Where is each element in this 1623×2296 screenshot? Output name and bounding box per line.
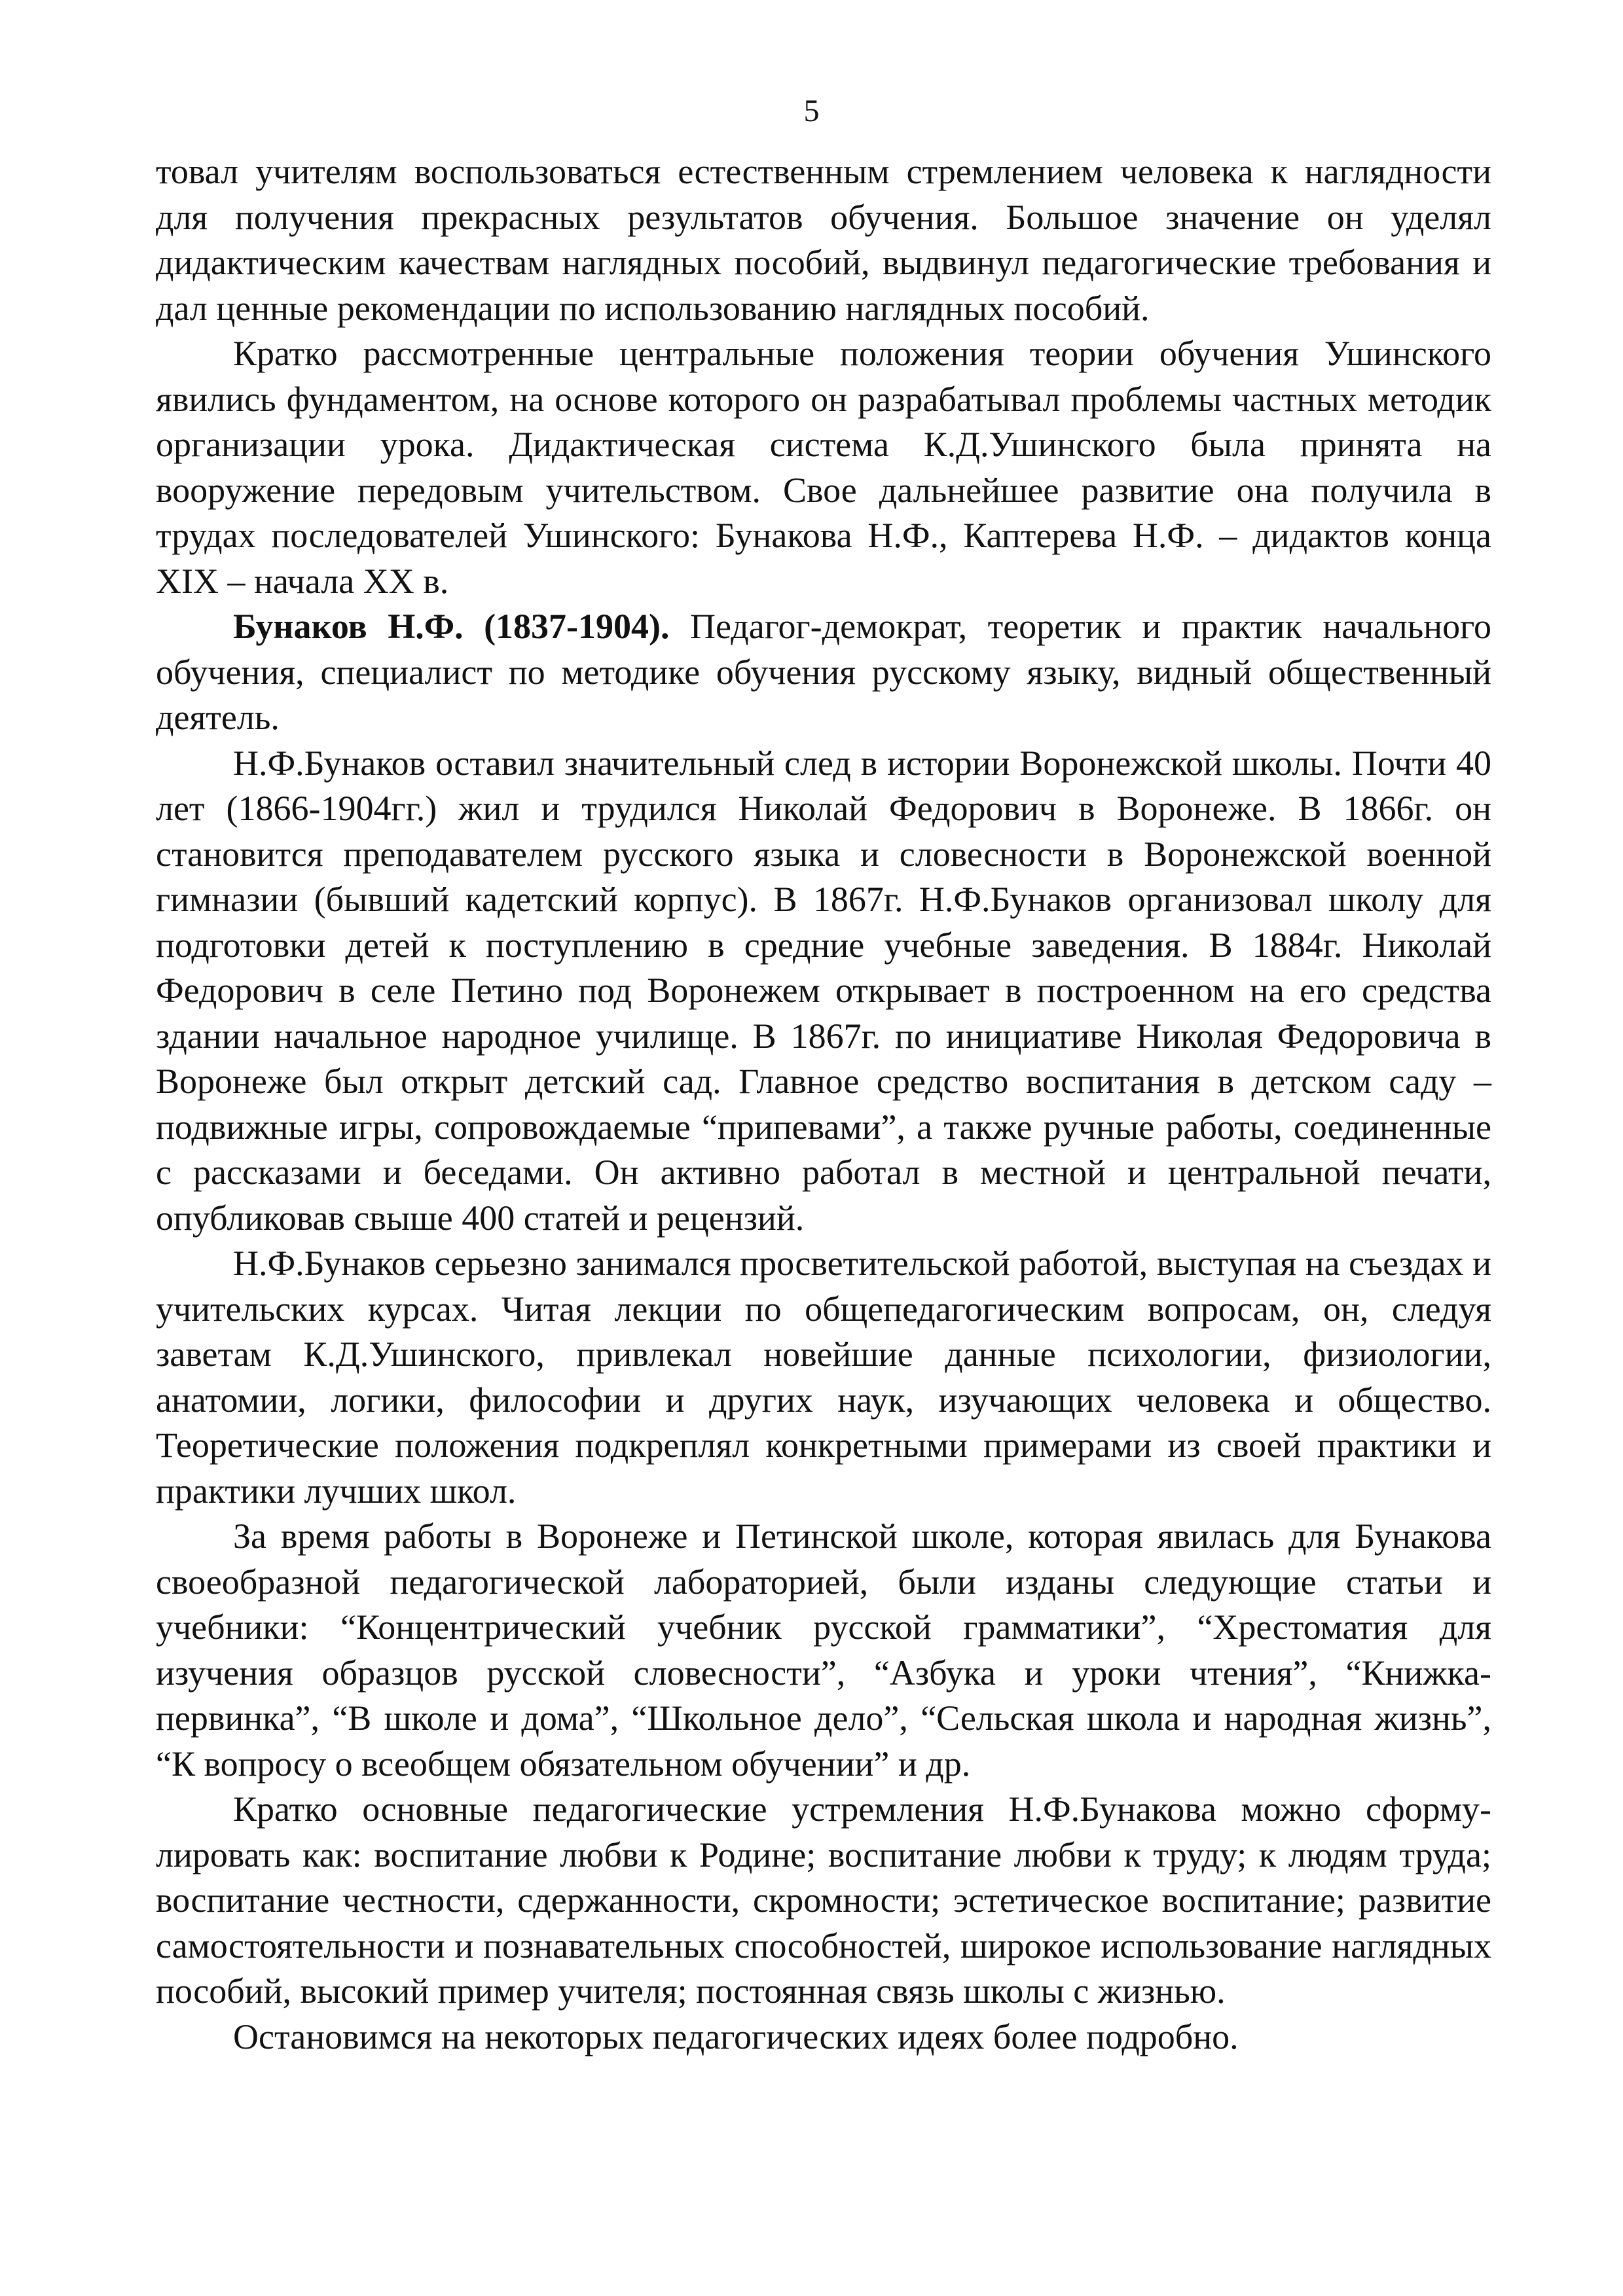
page-number: 5	[803, 94, 820, 128]
paragraph-2: Кратко рассмотренные центральные положения теории обучения Ушинского явились фундаментом, на основе которого он разрабатывал проблемы частных методик организации урока. Дидактическая система К.Д.Ушинского была принята на вооружение передовым учительством. Свое дальнейшее развитие она получила в трудах последователей Ушинского: Бунакова Н.Ф., Каптерева Н.Ф. – дидактов конца XIX – начала XX в.	[156, 334, 1491, 601]
section-heading: Бунаков Н.Ф. (1837-1904).	[233, 607, 670, 646]
paragraph-8: Остановимся на некоторых педагогических идеях более подробно.	[233, 2017, 1239, 2056]
paragraph-7: Кратко основные педагогические устремления Н.Ф.Бунакова можно сформулировать как: воспитание любви к Родине; воспитание любви к труду; к людям труда; воспитание честности, сдержанности, скромности; эстетическое воспитание; развитие самостоятельности и познавательных способностей, широкое использование наглядных пособий, высокий пример учителя; постоянная связь школы с жизнью.	[156, 1789, 1491, 2011]
paragraph-6: За время работы в Воронеже и Петинской школе, которая явилась для Бунакова своеобразной педагогической лабораторией, были изданы следующие статьи и учебники: “Концентрический учебник русской грамматики”, “Хрестоматия для изучения образцов русской словесности”, “Азбука и уроки чтения”, “Книжка-первинка”, “В школе и дома”, “Школьное дело”, “Сельская школа и народная жизнь”, “К вопросу о всеобщем обязательном обучении” и др.	[156, 1516, 1491, 1784]
paragraph-1: товал учителям воспользоваться естественным стремлением человека к наглядности для получения прекрасных результатов обучения. Большое значение он уделял дидактическим качествам наглядных пособий, выдвинул педагогические требования и дал ценные рекомендации по использованию наглядных пособий.	[156, 152, 1491, 328]
paragraph-3	[156, 604, 1491, 741]
paragraph-5: Н.Ф.Бунаков серьезно занимался просветительской работой, выступая на съездах и учительских курсах. Читая лекции по общепедагогическим вопросам, он, следуя заветам К.Д.Ушинского, привлекал новейшие данные психологии, физиологии, анатомии, логики, философии и других наук, изучающих человека и общество. Теоретические положения подкреплял конкретными примерами из своей практики и практики лучших школ.	[156, 1244, 1491, 1511]
paragraph-4: Н.Ф.Бунаков оставил значительный след в истории Воронежской школы. Почти 40 лет (1866-1904гг.) жил и трудился Николай Федорович в Воронеже. В 1866г. он становится преподавателем русского языка и словесности в Воронежской военной гимназии (бывший кадетский корпус). В 1867г. Н.Ф.Бунаков организовал школу для подготовки детей к поступлению в средние учебные заведения. В 1884г. Николай Федорович в селе Петино под Воронежем открывает в построенном на его средства здании начальное народное училище. В 1867г. по инициативе Николая Федоровича в Воронеже был открыт детский сад. Главное средство воспитания в детском саду – подвижные игры, сопровождаемые “припевами”, а также ручные работы, соединенные с рассказами и беседами. Он активно работал в местной и центральной печати, опубликовав свыше 400 статей и рецензий.	[156, 743, 1491, 1238]
body-text	[156, 149, 1491, 2060]
paragraph-3-text: Педагог-демократ, теоретик и практик начального обучения, специалист по методике обучения русскому языку, видный общественный деятель.	[156, 607, 1491, 737]
